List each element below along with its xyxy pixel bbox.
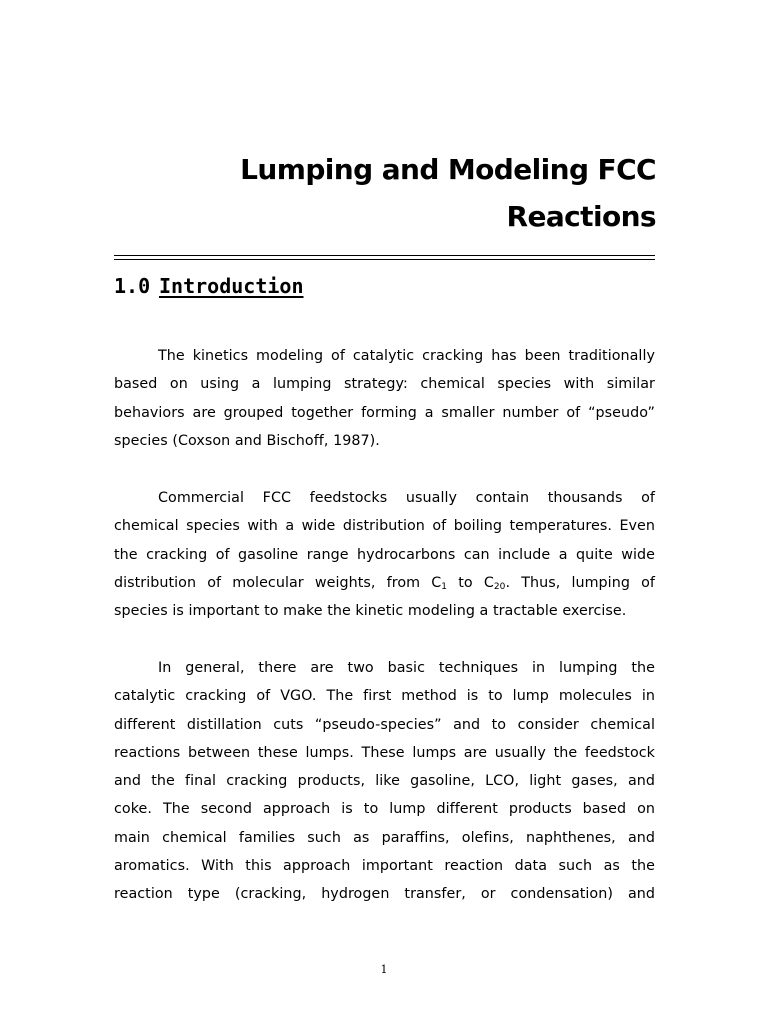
- section-heading-text: Introduction: [159, 274, 304, 298]
- paragraph-line: chemical species with a wide distribution of boiling temperatures. Even: [114, 518, 655, 535]
- paragraph-line: species (Coxson and Bischoff, 1987).: [114, 432, 380, 449]
- subscript: 20: [493, 581, 506, 592]
- paragraph-line: Commercial FCC feedstocks usually contain thousands of: [158, 490, 655, 506]
- paragraph-line: behaviors are grouped together forming a smaller number of “pseudo”: [114, 404, 655, 421]
- paragraph-line: species is important to make the kinetic modeling a tractable exercise.: [114, 603, 627, 620]
- chapter-title-line-2: Reactions: [506, 200, 656, 233]
- paragraph-line: aromatics. With this approach important reaction data such as the: [114, 858, 655, 875]
- title-rule-bottom: [114, 259, 655, 260]
- section-heading: [114, 274, 304, 298]
- line-text: to C: [447, 574, 494, 591]
- paragraph-1: [114, 342, 655, 455]
- subscript: 1: [441, 581, 448, 592]
- paragraph-3: [114, 654, 655, 909]
- section-number: 1.0: [114, 274, 151, 298]
- paragraph-line: and the final cracking products, like gasoline, LCO, light gases, and: [114, 773, 655, 790]
- chapter-title: [200, 146, 656, 240]
- paragraph-line: reactions between these lumps. These lumps are usually the feedstock: [114, 744, 655, 761]
- paragraph-line: based on using a lumping strategy: chemical species with similar: [114, 376, 655, 393]
- paragraph-line: the cracking of gasoline range hydrocarbons can include a quite wide: [114, 546, 655, 563]
- line-text: . Thus, lumping of: [505, 574, 655, 591]
- paragraph-line: [114, 569, 655, 597]
- paragraph-line: catalytic cracking of VGO. The first method is to lump molecules in: [114, 688, 655, 705]
- paragraph-line: main chemical families such as paraffins, olefins, naphthenes, and: [114, 829, 655, 846]
- paragraph-line: In general, there are two basic techniques in lumping the: [158, 660, 655, 676]
- paragraph-line: different distillation cuts “pseudo-species” and to consider chemical: [114, 716, 655, 733]
- paragraph-line: reaction type (cracking, hydrogen transfer, or condensation) and: [114, 886, 655, 903]
- page-number: 1: [380, 963, 388, 976]
- paragraph-2: [114, 484, 655, 625]
- line-text: distribution of molecular weights, from C: [114, 574, 442, 591]
- paragraph-line: coke. The second approach is to lump different products based on: [114, 801, 655, 818]
- title-rule-top: [114, 255, 655, 256]
- paragraph-line: The kinetics modeling of catalytic cracking has been traditionally: [158, 348, 655, 364]
- chapter-title-line-1: Lumping and Modeling FCC: [240, 153, 656, 186]
